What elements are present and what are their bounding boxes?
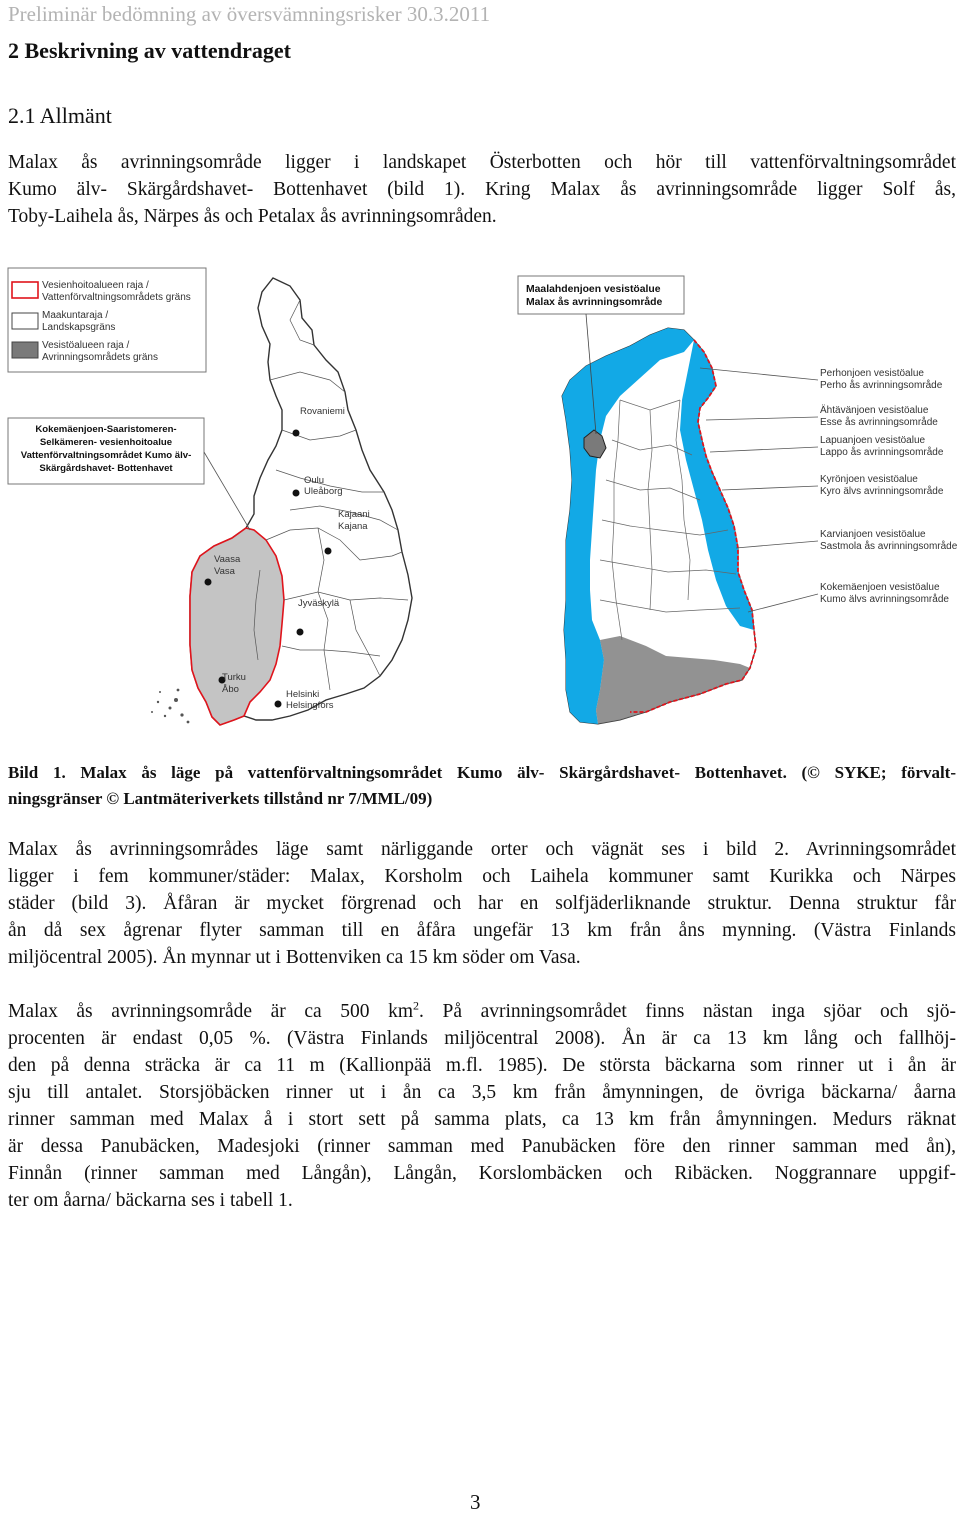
text-line: miljöcentral 2005). Ån mynnar ut i Bottenviken ca 15 km söder om Vasa. (8, 947, 581, 968)
text-line: Toby-Laihela ås, Närpes ås och Petalax ås avrinningsområden. (8, 206, 497, 227)
text-line: procenten är endast 0,05 %. (Västra Finlands miljöcentral 2008). Ån är ca 13 km lång och fallhöj- (8, 1028, 956, 1049)
text-line: sju till antalet. Storsjöbäcken rinner ut i ån ca 3,5 km från åmynningen, de övriga bäckarna/ åarna (8, 1082, 956, 1103)
city-label: Uleåborg (304, 486, 343, 497)
body-paragraph-3 (8, 998, 956, 1214)
page-number: 3 (470, 1490, 481, 1514)
region-box-text: Kokemäenjoen-Saaristomeren- (35, 424, 177, 435)
basin-label: Karvianjoen vesistöalue (820, 529, 926, 540)
running-header: Preliminär bedömning av översvämningsrisker 30.3.2011 (8, 2, 491, 26)
text-line: Malax ås avrinningsområde ligger i landskapet Österbotten och hör till vattenförvaltningsområdet (8, 152, 956, 173)
text-line: städer (bild 3). Åfåran är mycket förgrenad och har en solfjäderliknande struktur. Denna struktur får (8, 893, 956, 914)
text-line: ån då sex ågrenar flyter samman till en åfåra ungefär 13 km från åns mynning. (Västra Finlands (8, 920, 956, 941)
city-label: Rovaniemi (300, 406, 345, 417)
body-paragraph-2 (8, 836, 956, 971)
superscript: 2 (413, 998, 420, 1013)
subsection-heading: 2.1 Allmänt (8, 103, 112, 128)
caption-line: ningsgränser © Lantmäteriverkets tillstånd nr 7/MML/09) (8, 789, 433, 808)
text-fragment: Malax ås avrinningsområde är ca 500 km (8, 1001, 414, 1022)
city-label: Kajaani (338, 509, 370, 520)
caption-line: Bild 1. Malax ås läge på vattenförvaltningsområdet Kumo älv- Skärgårdshavet- Bottenhavet. (© SYKE; förvalt- (8, 763, 956, 782)
text-line: ligger i fem kommuner/städer: Malax, Korsholm och Laihela kommuner samt Kurikka och Närpes (8, 866, 956, 887)
basin-label: Esse ås avrinningsområde (820, 417, 938, 428)
text-line: Kumo älv- Skärgårdshavet- Bottenhavet (bild 1). Kring Malax ås avrinningsområde ligger Solf ås, (8, 179, 956, 200)
text-fragment: . På avrinningsområdet finns nästan inga sjöar och sjö- (419, 1001, 956, 1022)
text-line (8, 998, 956, 1025)
text-line: är dessa Panubäcken, Madesjoki (rinner samman med Panubäcken före den rinner samman med ån), (8, 1136, 956, 1157)
legend-text: Vesienhoitoalueen raja / (42, 280, 149, 291)
city-label: Kajana (338, 521, 368, 532)
region-box-text: Skärgårdshavet- Bottenhavet (39, 463, 173, 474)
city-label: Helsingfors (286, 700, 334, 711)
basin-label: Sastmola ås avrinningsområde (820, 541, 958, 552)
basin-label: Kokemäenjoen vesistöalue (820, 582, 940, 593)
city-label: Helsinki (286, 689, 320, 700)
basin-label: Perho ås avrinningsområde (820, 380, 943, 391)
city-label: Vaasa (214, 554, 241, 565)
legend-swatch-grey (12, 342, 38, 358)
legend-text: Vattenförvaltningsområdets gräns (42, 292, 191, 303)
city-label: Vasa (214, 566, 235, 577)
basin-label: Perhonjoen vesistöalue (820, 368, 924, 379)
city-label: Oulu (304, 475, 325, 486)
text-line: den på denna sträcka är ca 11 m (Kallionpää m.fl. 1985). De största bäckarna som rinner ut i ån är (8, 1055, 956, 1076)
basin-label: Ähtävänjoen vesistöalue (820, 405, 929, 416)
intro-paragraph (8, 149, 956, 230)
legend-text: Landskapsgräns (42, 322, 116, 333)
text-line: rinner samman med Malax å i stort sett på samma plats, ca 13 km från åmynningen. Medurs räknat (8, 1109, 956, 1130)
archipelago (151, 689, 189, 724)
legend-text: Maakuntaraja / (42, 310, 109, 321)
basin-label: Lappo ås avrinningsområde (820, 447, 944, 458)
region-box (8, 418, 250, 530)
basin-label: Kyrönjoen vesistöalue (820, 474, 918, 485)
figure-caption (8, 760, 956, 812)
figure-maps (0, 262, 960, 747)
text-line: Malax ås avrinningsområdes läge samt närliggande orter och vägnät ses i bild 2. Avrinningsområdet (8, 839, 956, 860)
basin-label: Kumo älvs avrinningsområde (820, 594, 949, 605)
city-label: Turku (222, 672, 246, 683)
basin-label: Lapuanjoen vesistöalue (820, 435, 926, 446)
finland-map (8, 268, 412, 725)
basin-labels (820, 368, 958, 605)
city-label: Jyväskylä (298, 598, 340, 609)
region-box-text: Selkämeren- vesienhoitoalue (39, 437, 173, 448)
region-box-text: Vattenförvaltningsområdet Kumo älv- (20, 450, 192, 461)
left-legend (8, 268, 206, 372)
detail-title-line: Maalahdenjoen vesistöalue (526, 284, 661, 295)
basin-label: Kyro älvs avrinningsområde (820, 486, 944, 497)
legend-text: Vesistöalueen raja / (42, 340, 130, 351)
text-line: ter om åarna/ bäckarna ses i tabell 1. (8, 1190, 293, 1211)
detail-map (518, 276, 958, 724)
section-heading: 2 Beskrivning av vattendraget (8, 38, 291, 63)
text-line: Finnån (rinner samman med Långån), Långån, Korslombäcken och Ribäcken. Noggrannare uppgif- (8, 1163, 956, 1184)
legend-text: Avrinningsområdets gräns (42, 352, 158, 363)
city-label: Åbo (222, 684, 239, 695)
detail-title-line: Malax ås avrinningsområde (526, 297, 663, 308)
